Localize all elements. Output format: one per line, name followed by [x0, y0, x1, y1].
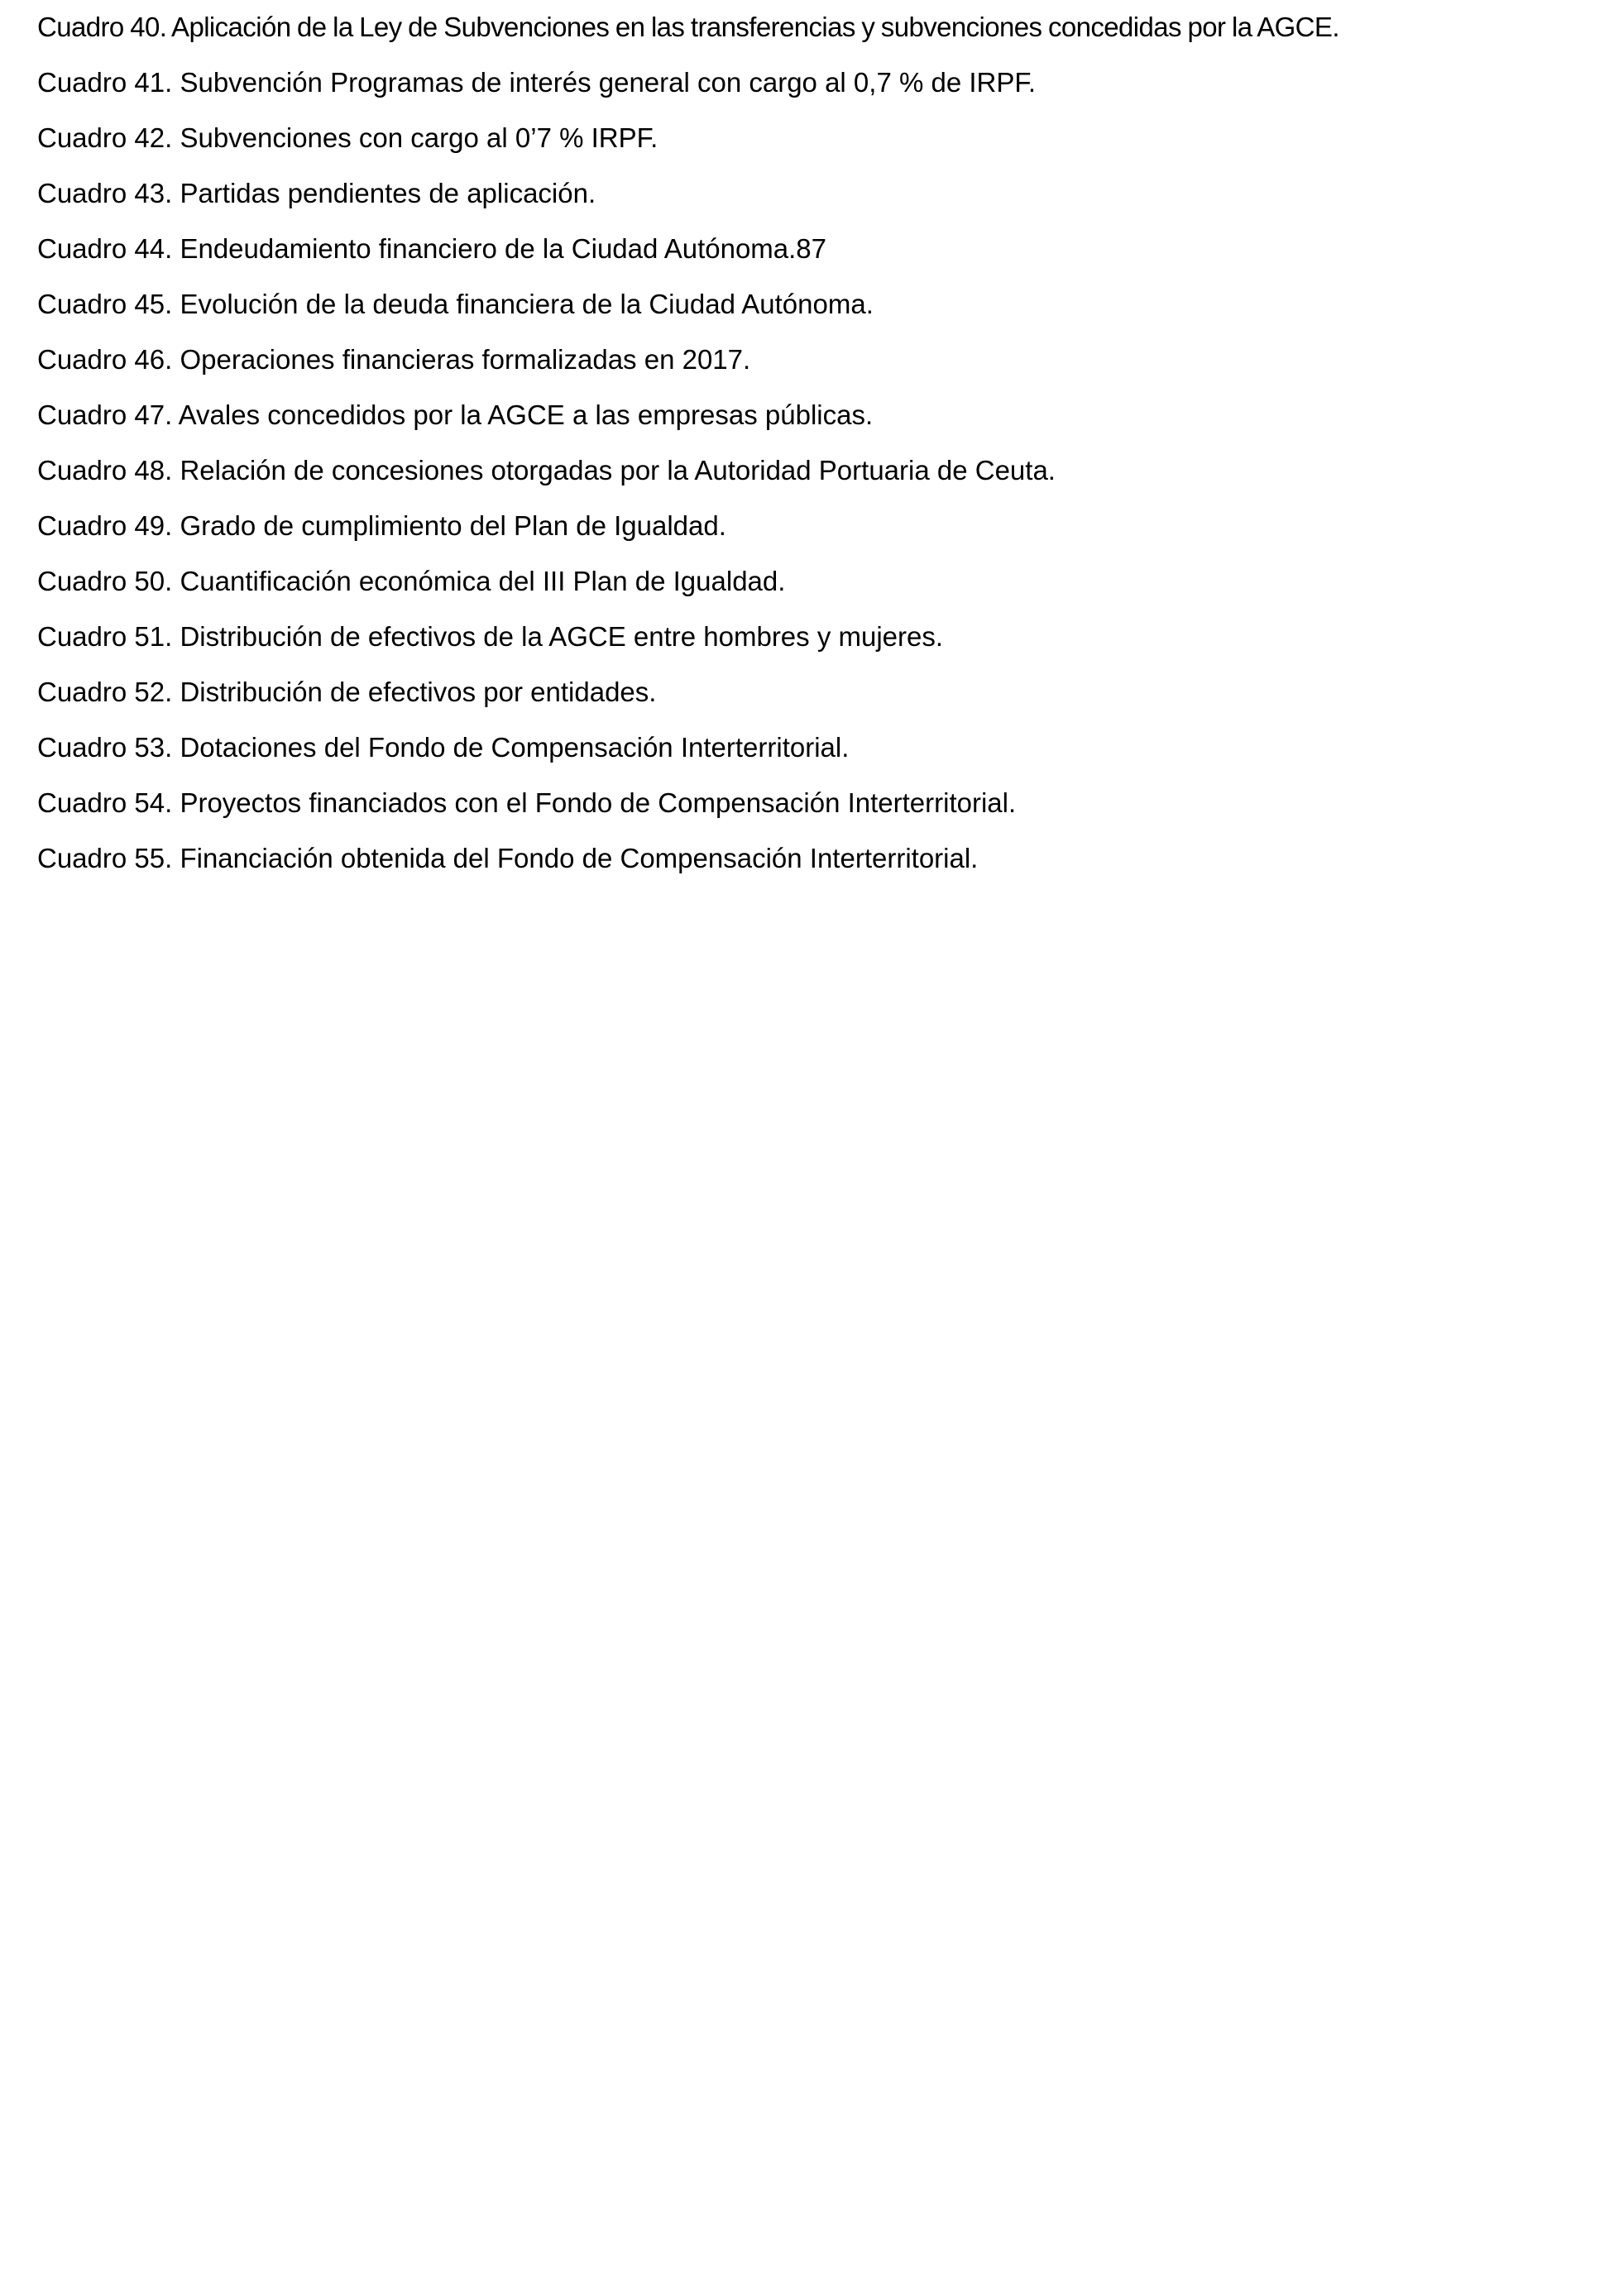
- toc-entry-label: Cuadro 48.: [37, 455, 173, 486]
- toc-entry-label: Cuadro 40.: [37, 12, 167, 42]
- toc-entry-title: Operaciones financieras formalizadas en 2017.: [180, 344, 751, 375]
- toc-entry-label: Cuadro 51.: [37, 621, 173, 652]
- toc-entry-title: Subvención Programas de interés general con cargo al 0,7 % de IRPF.: [180, 67, 1037, 98]
- toc-entry-title: Distribución de efectivos de la AGCE entre hombres y mujeres.: [180, 621, 944, 652]
- toc-entry-title: Avales concedidos por la AGCE a las empresas públicas.: [178, 399, 874, 430]
- toc-entry-cuadro-45[interactable]: [37, 285, 1339, 340]
- toc-entry-title: Evolución de la deuda financiera de la Ciudad Autónoma.: [180, 289, 874, 319]
- toc-entry-cuadro-51[interactable]: [37, 617, 1339, 672]
- list-of-tables: [37, 7, 1339, 894]
- toc-entry-title: Cuantificación económica del III Plan de Igualdad.: [180, 566, 786, 596]
- toc-entry-title: Dotaciones del Fondo de Compensación Interterritorial.: [180, 732, 850, 763]
- toc-entry-cuadro-44[interactable]: [37, 229, 1339, 285]
- toc-entry-label: Cuadro 43.: [37, 178, 173, 208]
- toc-entry-title: Aplicación de la Ley de Subvenciones en las transferencias y subvenciones concedidas por la AGCE.: [171, 12, 1339, 42]
- toc-entry-label: Cuadro 44.: [37, 233, 173, 264]
- toc-entry-title: Subvenciones con cargo al 0’7 % IRPF.: [180, 122, 658, 153]
- toc-entry-cuadro-53[interactable]: [37, 728, 1339, 783]
- toc-entry-label: Cuadro 42.: [37, 122, 173, 153]
- toc-entry-cuadro-50[interactable]: [37, 562, 1339, 617]
- toc-entry-label: Cuadro 50.: [37, 566, 173, 596]
- toc-entry-cuadro-48[interactable]: [37, 451, 1339, 506]
- toc-entry-label: Cuadro 53.: [37, 732, 173, 763]
- toc-entry-label: Cuadro 47.: [37, 399, 173, 430]
- toc-entry-label: Cuadro 49.: [37, 510, 173, 541]
- toc-entry-label: Cuadro 55.: [37, 843, 173, 873]
- toc-entry-cuadro-42[interactable]: [37, 118, 1339, 174]
- toc-entry-title: Relación de concesiones otorgadas por la Autoridad Portuaria de Ceuta.: [180, 455, 1056, 486]
- toc-entry-title: Endeudamiento financiero de la Ciudad Autónoma.87: [180, 233, 827, 264]
- toc-entry-cuadro-49[interactable]: [37, 506, 1339, 562]
- toc-entry-cuadro-43[interactable]: [37, 174, 1339, 229]
- toc-entry-title: Financiación obtenida del Fondo de Compensación Interterritorial.: [180, 843, 979, 873]
- toc-entry-title: Distribución de efectivos por entidades.: [180, 677, 657, 707]
- toc-entry-title: Grado de cumplimiento del Plan de Igualdad.: [180, 510, 726, 541]
- toc-entry-cuadro-41[interactable]: [37, 63, 1339, 118]
- toc-entry-cuadro-47[interactable]: [37, 395, 1339, 451]
- toc-entry-cuadro-40[interactable]: [37, 7, 1339, 63]
- toc-entry-label: Cuadro 41.: [37, 67, 173, 98]
- toc-entry-title: Partidas pendientes de aplicación.: [180, 178, 596, 208]
- toc-entry-label: Cuadro 46.: [37, 344, 173, 375]
- toc-entry-label: Cuadro 45.: [37, 289, 173, 319]
- toc-entry-cuadro-54[interactable]: [37, 783, 1339, 839]
- toc-entry-label: Cuadro 54.: [37, 787, 173, 818]
- toc-entry-cuadro-52[interactable]: [37, 672, 1339, 728]
- toc-entry-label: Cuadro 52.: [37, 677, 173, 707]
- toc-entry-cuadro-46[interactable]: [37, 340, 1339, 395]
- toc-entry-cuadro-55[interactable]: [37, 839, 1339, 894]
- toc-entry-title: Proyectos financiados con el Fondo de Compensación Interterritorial.: [180, 787, 1017, 818]
